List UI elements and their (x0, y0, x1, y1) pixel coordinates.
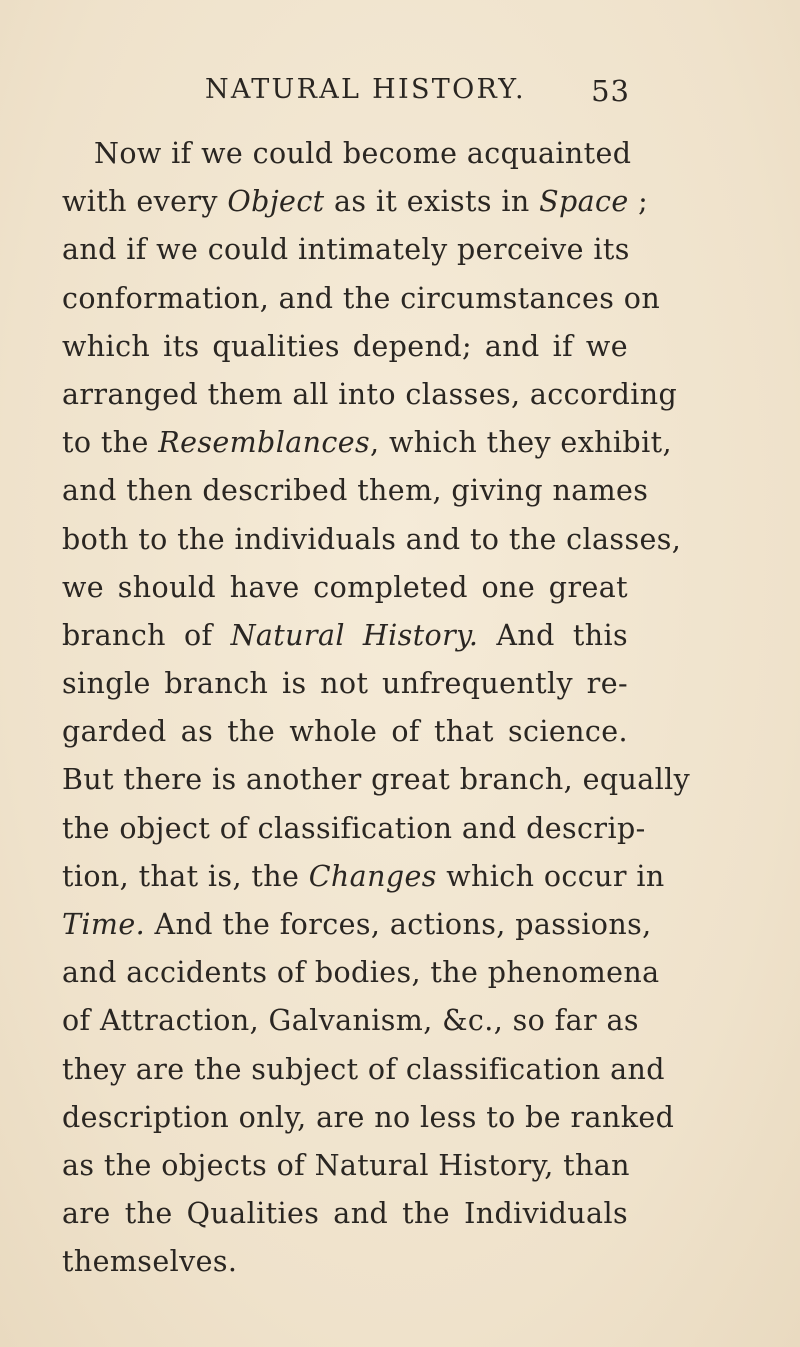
text-line (62, 853, 665, 901)
text-line (62, 226, 628, 274)
text-run: garded as the whole of that science. (62, 715, 628, 749)
text-run: as the objects of Natural History, than (62, 1148, 630, 1182)
italic-text-run: Resemblances (158, 426, 371, 460)
text-line (62, 1094, 675, 1142)
text-line (62, 660, 628, 708)
text-line (62, 1190, 628, 1238)
running-head (205, 74, 630, 114)
text-run: and then described them, giving names (62, 474, 649, 508)
text-run: they are the subject of classification and (62, 1052, 665, 1086)
text-line (62, 178, 649, 226)
text-run: , which they exhibit, (370, 426, 672, 460)
text-line (62, 612, 628, 660)
text-line (62, 901, 652, 949)
text-line (62, 997, 639, 1045)
text-run: as it exists in (324, 185, 540, 219)
text-run: But there is another great branch, equally (62, 763, 691, 797)
text-line (62, 805, 646, 853)
text-run: tion, that is, the (62, 859, 309, 893)
text-line (62, 419, 672, 467)
italic-text-run: Space (539, 185, 629, 219)
italic-text-run: Time. (62, 908, 146, 941)
text-line (62, 1238, 628, 1286)
text-line (62, 323, 628, 371)
text-run: the object of classification and descrip- (62, 811, 646, 845)
page-number: 53 (591, 74, 630, 108)
text-run: ; (628, 185, 649, 219)
text-run: with every (62, 185, 228, 219)
italic-text-run: Natural History. (230, 618, 479, 652)
text-run: are the Qualities and the Individuals (62, 1197, 628, 1231)
text-line (62, 1046, 665, 1094)
text-line (62, 756, 691, 804)
text-run: we should have completed one great (62, 570, 628, 604)
text-line (62, 1142, 628, 1190)
italic-text-run: Changes (308, 859, 437, 893)
running-title: NATURAL HISTORY. (205, 74, 526, 105)
text-run: And the forces, actions, passions, (145, 908, 652, 941)
text-run: and if we could intimately perceive its (62, 233, 630, 267)
text-run: Now if we could become acquainted (94, 137, 632, 170)
text-line (62, 371, 678, 419)
text-run: description only, are no less to be ranked (62, 1100, 675, 1134)
text-line (62, 275, 661, 323)
text-run: branch of (62, 618, 231, 652)
text-run: which its qualities depend; and if we (62, 329, 628, 363)
text-run: to the (62, 426, 159, 460)
text-run: And this (478, 618, 628, 652)
text-run: themselves. (62, 1245, 238, 1279)
italic-text-run: Object (227, 185, 325, 219)
text-line (62, 949, 660, 997)
body-paragraph (62, 130, 691, 1287)
text-line (62, 467, 649, 515)
text-line (62, 516, 682, 564)
text-run: single branch is not unfrequently re- (62, 667, 628, 701)
text-line (62, 564, 628, 612)
text-line (62, 708, 628, 756)
text-run: and accidents of bodies, the phenomena (62, 956, 660, 990)
text-line (62, 130, 632, 178)
text-run: arranged them all into classes, according (62, 377, 678, 411)
text-run: of Attraction, Galvanism, &c., so far as (62, 1004, 639, 1038)
text-run: conformation, and the circumstances on (62, 281, 661, 315)
text-run: which occur in (436, 859, 665, 893)
text-run: both to the individuals and to the classes, (62, 522, 682, 556)
